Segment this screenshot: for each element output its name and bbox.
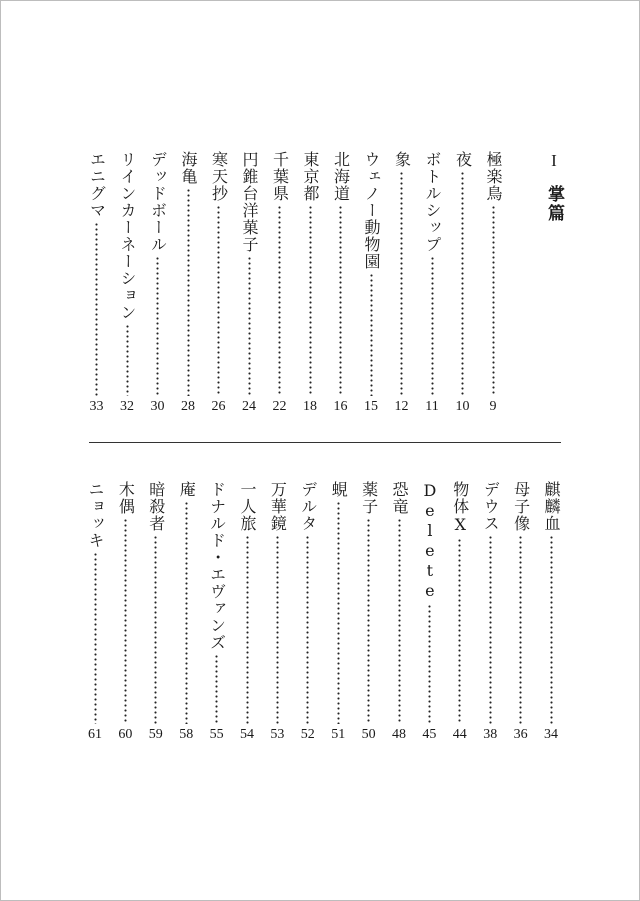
toc-entry-title: 万華鏡 [268,481,288,532]
toc-entry [148,151,168,415]
toc-entry [146,481,166,743]
toc-entry-title: ボトルシップ [423,151,442,253]
toc-entry-page: 30 [150,399,165,414]
toc-entry-page: 24 [242,399,256,414]
toc-entry-title: 蜆 [329,481,349,498]
dot-leader [278,205,281,396]
toc-entry-page: 18 [303,399,317,414]
section-divider [89,442,561,443]
toc-entry-title: Delete [420,481,440,601]
toc-entry-page: 58 [179,727,194,742]
toc-entry-page: 45 [422,727,437,742]
toc-entry-page: 26 [211,399,226,414]
toc-entry-title: リインカーネーション [118,151,137,321]
toc-entry-title: 千葉県 [270,151,290,202]
toc-entry [361,151,381,415]
toc-entry [237,481,257,743]
dot-leader [428,604,431,724]
toc-entry-title: 象 [392,151,412,168]
toc-entry-page: 15 [364,399,378,414]
toc-entry [328,481,348,743]
toc-entry [300,151,320,415]
toc-entry-page: 59 [148,727,163,742]
toc-entry-title: 一人旅 [238,481,257,532]
dot-leader [337,501,340,724]
dot-leader [370,273,373,396]
toc-entry-title: デウス [481,481,501,532]
toc-entry-page: 48 [392,727,406,742]
toc-entry [298,481,318,743]
dot-leader [217,205,220,396]
toc-entry-title: 麒麟血 [542,481,561,532]
toc-entry [359,481,379,743]
toc-entry-page: 22 [272,399,287,414]
dot-leader [492,205,495,396]
toc-entry-title: 木偶 [116,481,136,515]
toc-entry-page: 60 [118,727,133,742]
toc-entry [389,481,409,743]
toc-entry-title: 海亀 [179,151,198,185]
toc-entry-page: 61 [88,727,102,742]
toc-entry [207,481,227,743]
toc-entry-page: 36 [513,727,528,742]
dot-leader [461,171,464,396]
toc-entry [541,481,561,743]
toc-entry-title: 母子像 [511,481,531,532]
toc-entry-title: 恐竜 [390,481,409,515]
toc-entry [270,151,290,415]
toc-entry [267,481,287,743]
toc-entry-page: 33 [89,399,104,414]
toc-entry [85,481,105,743]
toc-entry-page: 54 [240,727,254,742]
toc-entry-title: 円錐台洋菓子 [240,151,259,253]
dot-leader [400,171,403,396]
toc-entry [450,481,470,743]
toc-entry [453,151,473,415]
toc-entry-page: 12 [394,399,409,414]
toc-entry-title: ドナルド・エヴァンズ [207,481,227,651]
toc-entry [209,151,229,415]
toc-entry-page: 52 [300,727,315,742]
toc-entry-title: 極楽鳥 [484,151,503,202]
toc-entry-page: 11 [425,399,439,414]
dot-leader [550,535,553,724]
toc-entry-title: 北海道 [331,151,351,202]
toc-entry-title: 寒天抄 [209,151,229,202]
toc-entry [419,481,439,743]
section-number: I [551,151,557,170]
dot-leader [431,256,434,396]
toc-entry-page: 34 [544,727,558,742]
dot-leader [126,324,129,396]
toc-entry [422,151,442,415]
toc-entry [511,481,531,743]
dot-leader [458,538,461,724]
dot-leader [367,518,370,724]
dot-leader [95,222,98,396]
toc-entry-title: エニグマ [87,151,107,219]
toc-entry [331,151,351,415]
toc-entry-page: 32 [120,399,134,414]
dot-leader [215,654,218,724]
toc-entry [117,151,137,415]
toc-entry-title: 物体X [450,481,470,535]
toc-entry-title: デッドボール [148,151,168,253]
dot-leader [398,518,401,724]
toc-entry-page: 44 [452,727,467,742]
dot-leader [124,518,127,724]
toc-entry-title: 夜 [453,151,473,168]
toc-entry-page: 51 [331,727,346,742]
toc-entry-page: 55 [209,727,224,742]
dot-leader [94,552,97,724]
toc-entry-page: 16 [333,399,348,414]
dot-leader [339,205,342,396]
dot-leader [154,535,157,724]
toc-entry [392,151,412,415]
toc-entry-title: 薬子 [359,481,379,515]
toc-entry [176,481,196,743]
toc-entry-page: 9 [489,399,497,414]
toc-entry-title: 暗殺者 [146,481,166,532]
section-title: 掌篇 [544,185,564,223]
dot-leader [306,535,309,724]
toc-entry-title: ニョッキ [86,481,105,549]
dot-leader [276,535,279,724]
dot-leader [185,501,188,724]
toc-entry [178,151,198,415]
dot-leader [519,535,522,724]
toc-entry-title: ウェノー動物園 [362,151,381,270]
toc-entry-page: 10 [455,399,470,414]
dot-leader [156,256,159,396]
toc-entry-page: 28 [181,399,195,414]
toc-entry-page: 53 [270,727,285,742]
toc-entry [87,151,107,415]
dot-leader [248,256,251,396]
dot-leader [489,535,492,724]
dot-leader [309,205,312,396]
toc-entry-page: 38 [483,727,498,742]
dot-leader [187,188,190,396]
toc-entry-title: 東京都 [301,151,320,202]
toc-entry [115,481,135,743]
toc-entry-title: デルタ [298,481,318,532]
toc-entry-page: 50 [361,727,376,742]
section-heading [543,151,565,223]
dot-leader [246,535,249,724]
toc-entry-title: 庵 [177,481,197,498]
toc-entry [239,151,259,415]
toc-entry [480,481,500,743]
toc-entry [483,151,503,415]
